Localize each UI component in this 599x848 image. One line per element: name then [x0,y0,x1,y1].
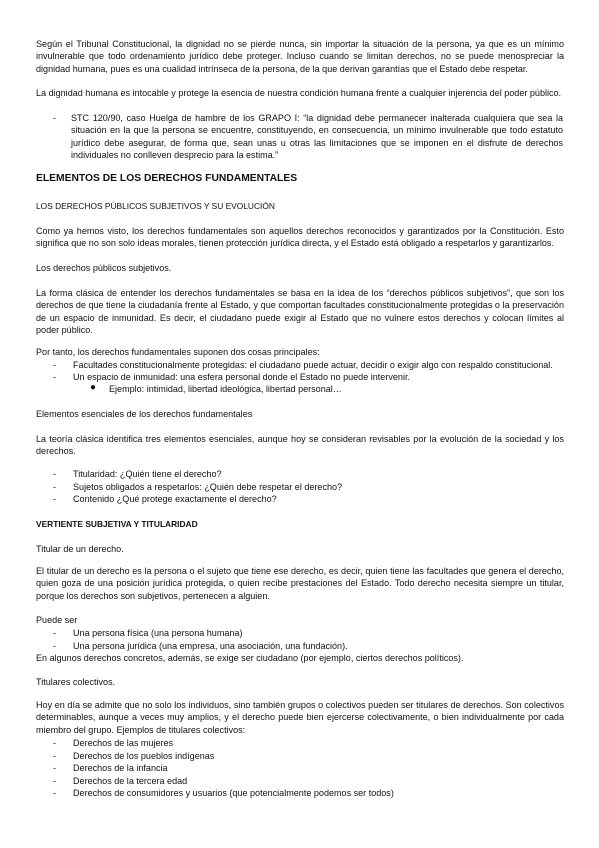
list-item: Derechos de los pueblos indígenas [73,751,215,761]
section-subtitle: LOS DERECHOS PÚBLICOS SUBJETIVOS Y SU EVOLUCIÓN [36,201,275,211]
heading-derechos-subjetivos: Los derechos públicos subjetivos. [36,263,172,273]
list-dash: - [53,113,57,123]
list-item: Un espacio de inmunidad: una esfera personal donde el Estado no puede intervenir. [73,372,410,382]
list-dash: - [53,738,57,748]
heading-puede-ser: Puede ser [36,615,78,625]
list-dash: - [53,469,57,479]
heading-elementos-esenciales: Elementos esenciales de los derechos fundamentales [36,409,253,419]
list-item: Una persona física (una persona humana) [73,628,243,638]
section-paragraph-2: La forma clásica de entender los derechos fundamentales se basa en la idea de los “derechos públicos subjetivos”, que son los derechos de que tiene la ciudadanía frente al Estado, y que comportan facultades constitucionalmente protegidas o la preservación de un espacio de inmunidad. Es decir, el ciudadano puede exigir al Estado que no vulnere estos derechos y colocan límites al poder público. [36,288,564,336]
list-dash: - [53,751,57,761]
intro-paragraph-1: Según el Tribunal Constitucional, la dignidad no se pierde nunca, sin importar la situación de la persona, ya que es un mínimo invulnerable que todo ordenamiento jurídico debe proteger. Incluso cuando se limitan derechos, no se puede menospreciar la dignidad humana, pues es una cualidad intrínseca de la persona, de la que derivan garantías que el Estado debe respetar. [36,39,564,74]
vertiente-paragraph-2: En algunos derechos concretos, además, se exige ser ciudadano (por ejemplo, ciertos derechos políticos). [36,653,464,663]
vertiente-paragraph-1: El titular de un derecho es la persona o el sujeto que tiene ese derecho, es decir, quien tiene las facultades que genera el derecho, quien goza de una posición jurídica protegida, o quien recibe prestaciones del Estado. Todo derecho necesita siempre un titular, porque los derechos son subjetivos, pertenecen a alguien. [36,566,564,601]
list-dash: - [53,641,57,651]
list-item: Una persona jurídica (una empresa, una asociación, una fundación). [73,641,348,651]
list-dash: - [53,360,57,370]
vertiente-title: VERTIENTE SUBJETIVA Y TITULARIDAD [36,519,198,529]
list-item: Derechos de la infancia [73,763,168,773]
list-dash: - [53,482,57,492]
list-item: Titularidad: ¿Quién tiene el derecho? [73,469,222,479]
list-item: Ejemplo: intimidad, libertad ideológica, libertad personal… [109,384,342,394]
vertiente-paragraph-3: Hoy en día se admite que no solo los individuos, sino también grupos o colectivos pueden ser titulares de derechos. Son colectivos determinables, aunque a veces muy amplios, y el derecho puede bien ejercerse colectivamente, o bien individualmente por cada miembro del grupo. Ejemplos de titulares colectivos: [36,700,564,735]
list-dash: - [53,788,57,798]
list-item: Facultades constitucionalmente protegidas: el ciudadano puede actuar, decidir o exigir algo con respaldo constitucional. [73,360,553,370]
list-item: Derechos de consumidores y usuarios (que potencialmente podemos ser todos) [73,788,394,798]
list-dash: - [53,372,57,382]
section-paragraph-4: La teoría clásica identifica tres elementos esenciales, aunque hoy se consideran revisables por la evolución de la sociedad y los derechos. [36,434,564,457]
list-item: Derechos de la tercera edad [73,776,188,786]
section-paragraph-1: Como ya hemos visto, los derechos fundamentales son aquellos derechos reconocidos y garantizados por la Constitución. Esto significa que no son solo ideas morales, tienen protección jurídica directa, y el Estado está obligado a respetarlos y garantizarlos. [36,226,564,249]
section-paragraph-3: Por tanto, los derechos fundamentales suponen dos cosas principales: [36,347,320,357]
bullet-point: ● [90,382,97,393]
list-dash: - [53,628,57,638]
list-dash: - [53,494,57,504]
section-title: ELEMENTOS DE LOS DERECHOS FUNDAMENTALES [36,173,298,184]
list-item: Derechos de las mujeres [73,738,174,748]
heading-titular: Titular de un derecho. [36,544,124,554]
heading-titulares-colectivos: Titulares colectivos. [36,677,116,687]
list-item: Sujetos obligados a respetarlos: ¿Quién debe respetar el derecho? [73,482,343,492]
list-dash: - [53,776,57,786]
list-dash: - [53,763,57,773]
intro-paragraph-2: La dignidad humana es intocable y protege la esencia de nuestra condición humana frente a cualquier injerencia del poder público. [36,88,562,98]
list-item: Contenido ¿Qué protege exactamente el derecho? [73,494,277,504]
stc-quote: STC 120/90, caso Huelga de hambre de los GRAPO I: “la dignidad debe permanecer inalterada cualquiera que sea la situación en la que la persona se encuentre, constituyendo, en consecuencia, un mínimo invulnerable que todo estatuto jurídico debe asegurar, de forma que, sean unas u otras las limitaciones que se imponen en el disfrute de derechos individuales no conlleven desprecio para la estima.” [71,113,563,161]
